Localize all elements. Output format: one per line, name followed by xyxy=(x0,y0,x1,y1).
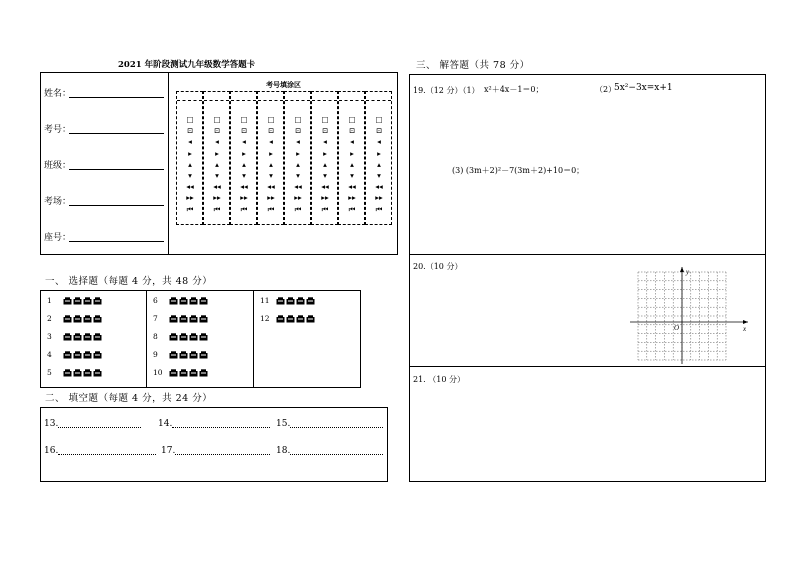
exam-number-bubble[interactable]: ◂ xyxy=(377,137,381,147)
exam-number-bubble[interactable]: □ xyxy=(375,115,383,124)
answer-option-bubble[interactable] xyxy=(179,351,187,359)
choice-row xyxy=(47,314,103,324)
answer-option-bubble[interactable] xyxy=(179,369,187,377)
choice-row xyxy=(153,314,209,324)
choice-row xyxy=(260,296,316,306)
exam-number-write-cell[interactable] xyxy=(231,100,256,101)
question-number: 3 xyxy=(47,332,52,341)
name-label: 姓名： xyxy=(44,89,72,99)
answer-option-bubble[interactable] xyxy=(306,297,314,305)
exam-number-bubble[interactable]: ▾ xyxy=(350,171,354,180)
exam-room-field[interactable] xyxy=(69,205,164,206)
exam-number-bubble[interactable]: ▴ xyxy=(242,159,246,169)
blank-13-label: 13. xyxy=(44,419,59,429)
exam-number-write-cell[interactable] xyxy=(366,100,391,101)
student-info-box xyxy=(40,72,398,255)
answer-option-bubble[interactable] xyxy=(199,315,207,323)
seat-field[interactable] xyxy=(69,241,164,242)
blank-17-label: 17. xyxy=(161,446,176,456)
question-number: 2 xyxy=(47,314,52,323)
answer-option-bubble[interactable] xyxy=(276,297,284,305)
exam-number-bubble[interactable]: ▸▸ xyxy=(375,193,383,203)
exam-number-bubble[interactable]: ▸ xyxy=(188,148,192,158)
exam-number-bubble[interactable]: ▾ xyxy=(296,171,300,180)
answer-option-bubble[interactable] xyxy=(73,315,81,323)
exam-number-bubble[interactable]: ⊡ xyxy=(267,126,275,136)
question-number: 8 xyxy=(153,332,158,341)
exam-number-write-cell[interactable] xyxy=(312,100,337,101)
exam-number-bubble[interactable]: ⊡ xyxy=(375,126,383,136)
info-divider xyxy=(168,73,169,254)
exam-number-bubble[interactable]: ▴ xyxy=(215,159,219,169)
blank-15-label: 15. xyxy=(276,419,291,429)
card-title: 2021 年阶段测试九年级数学答题卡 xyxy=(118,60,256,70)
answer-option-bubble[interactable] xyxy=(179,297,187,305)
blank-17[interactable] xyxy=(175,454,270,455)
exam-id-field[interactable] xyxy=(69,133,164,134)
origin-label: O xyxy=(674,324,680,332)
exam-number-write-cell[interactable] xyxy=(285,100,310,101)
answer-option-bubble[interactable] xyxy=(93,333,101,341)
q19-part3: (3) (3m＋2)²－7(3m＋2)+10＝0； xyxy=(452,166,585,175)
exam-number-bubble[interactable]: ◂ xyxy=(242,137,246,147)
exam-number-bubble[interactable]: □ xyxy=(213,115,221,124)
answer-option-bubble[interactable] xyxy=(169,315,177,323)
exam-number-column xyxy=(230,91,257,225)
question-number: 1 xyxy=(47,296,52,305)
choice-box xyxy=(40,290,361,388)
exam-number-bubble[interactable]: ◂◂ xyxy=(186,182,194,192)
section2-heading: 二、 填空题（每题 4 分，共 24 分） xyxy=(45,393,213,404)
exam-number-bubble[interactable]: ▾ xyxy=(377,171,381,180)
answer-option-bubble[interactable] xyxy=(199,297,207,305)
question-number: 5 xyxy=(47,368,52,377)
exam-number-bubble[interactable]: ▸ xyxy=(242,148,246,158)
exam-number-bubble[interactable]: □ xyxy=(321,115,329,124)
answer-option-bubble[interactable] xyxy=(199,351,207,359)
exam-number-bubble[interactable]: □ xyxy=(267,115,275,124)
blank-18-label: 18. xyxy=(276,446,291,456)
answer-option-bubble[interactable] xyxy=(73,369,81,377)
answer-option-bubble[interactable] xyxy=(199,333,207,341)
exam-number-bubble[interactable]: ⏮ xyxy=(294,204,302,214)
exam-number-bubble[interactable]: ▸▸ xyxy=(186,193,194,203)
question-number: 11 xyxy=(260,296,270,305)
answer-option-bubble[interactable] xyxy=(63,351,71,359)
exam-number-bubble[interactable]: ⊡ xyxy=(321,126,329,136)
exam-number-bubble[interactable]: □ xyxy=(186,115,194,124)
answer-option-bubble[interactable] xyxy=(63,297,71,305)
q21-header: 21. （10 分） xyxy=(413,375,465,384)
q19-eq2: 5x²−3x=x+1 xyxy=(614,83,673,93)
answer-option-bubble[interactable] xyxy=(63,333,71,341)
exam-number-bubble[interactable]: □ xyxy=(240,115,248,124)
choice-row xyxy=(260,314,316,324)
exam-number-column xyxy=(203,91,230,225)
exam-number-bubble[interactable]: ▸▸ xyxy=(267,193,275,203)
answer-option-bubble[interactable] xyxy=(169,297,177,305)
exam-number-bubble[interactable]: ▾ xyxy=(215,171,219,180)
answer-option-bubble[interactable] xyxy=(189,369,197,377)
exam-number-bubble[interactable]: ▾ xyxy=(323,171,327,180)
exam-number-bubble[interactable]: ▸ xyxy=(323,148,327,158)
blank-15[interactable] xyxy=(290,427,383,428)
exam-number-bubble[interactable]: ▴ xyxy=(377,159,381,169)
exam-number-bubble[interactable]: ◂ xyxy=(296,137,300,147)
exam-number-bubble[interactable]: ◂◂ xyxy=(294,182,302,192)
exam-number-bubble[interactable]: ▾ xyxy=(269,171,273,180)
question-number: 7 xyxy=(153,314,158,323)
exam-number-bubble[interactable]: ◂◂ xyxy=(321,182,329,192)
exam-number-bubble[interactable]: ▸ xyxy=(377,148,381,158)
blank-13[interactable] xyxy=(58,427,141,428)
exam-number-bubble[interactable]: ▸ xyxy=(269,148,273,158)
q20-header: 20.（10 分） xyxy=(413,262,463,271)
answer-option-bubble[interactable] xyxy=(276,315,284,323)
choice-row xyxy=(47,332,103,342)
exam-number-column xyxy=(176,91,203,225)
exam-number-column xyxy=(338,91,365,225)
exam-number-column xyxy=(311,91,338,225)
exam-number-bubble[interactable]: ⏮ xyxy=(186,204,194,214)
answer-option-bubble[interactable] xyxy=(169,369,177,377)
choice-row xyxy=(153,332,209,342)
answer-option-bubble[interactable] xyxy=(189,315,197,323)
answer-option-bubble[interactable] xyxy=(169,333,177,341)
answer-option-bubble[interactable] xyxy=(93,297,101,305)
answer-option-bubble[interactable] xyxy=(179,315,187,323)
y-axis-label: y xyxy=(686,268,690,276)
q19-part2-label: （2） xyxy=(595,85,617,94)
exam-number-bubble[interactable]: ⊡ xyxy=(348,126,356,136)
exam-number-bubble[interactable]: ▴ xyxy=(296,159,300,169)
answer-option-bubble[interactable] xyxy=(83,297,91,305)
answer-option-bubble[interactable] xyxy=(63,369,71,377)
exam-number-bubble[interactable]: ▴ xyxy=(188,159,192,169)
exam-number-bubble[interactable]: ◂◂ xyxy=(240,182,248,192)
blank-18[interactable] xyxy=(290,454,383,455)
exam-room-label: 考场： xyxy=(44,197,72,207)
answer-option-bubble[interactable] xyxy=(286,315,294,323)
exam-number-bubble[interactable]: ⏮ xyxy=(321,204,329,214)
exam-number-bubble[interactable]: ▸▸ xyxy=(348,193,356,203)
answer-option-bubble[interactable] xyxy=(63,315,71,323)
exam-number-bubble[interactable]: ⊡ xyxy=(240,126,248,136)
exam-number-bubble[interactable]: ▴ xyxy=(323,159,327,169)
exam-number-column xyxy=(365,91,392,225)
exam-number-bubble[interactable]: □ xyxy=(294,115,302,124)
x-axis-label: x xyxy=(743,325,747,333)
exam-number-bubble[interactable]: ◂ xyxy=(350,137,354,147)
exam-number-write-cell[interactable] xyxy=(204,100,229,101)
exam-number-column xyxy=(284,91,311,225)
answer-option-bubble[interactable] xyxy=(73,351,81,359)
blank-14[interactable] xyxy=(172,427,270,428)
answer-option-bubble[interactable] xyxy=(286,297,294,305)
exam-number-bubble[interactable]: ▸ xyxy=(215,148,219,158)
exam-number-bubble[interactable]: ◂◂ xyxy=(348,182,356,192)
coordinate-grid[interactable] xyxy=(630,267,750,365)
exam-id-label: 考号： xyxy=(44,125,72,135)
exam-number-bubble[interactable]: ▸▸ xyxy=(240,193,248,203)
choice-row xyxy=(47,296,103,306)
choice-row xyxy=(153,296,209,306)
exam-number-bubble-grid xyxy=(176,91,392,225)
section1-heading: 一、 选择题（每题 4 分，共 48 分） xyxy=(45,276,213,287)
blank-14-label: 14. xyxy=(158,419,173,429)
exam-number-bubble[interactable]: ▴ xyxy=(350,159,354,169)
exam-number-bubble[interactable]: ⏮ xyxy=(348,204,356,214)
blank-16-label: 16. xyxy=(44,446,59,456)
exam-number-bubble[interactable]: ◂◂ xyxy=(213,182,221,192)
exam-number-bubble[interactable]: ▾ xyxy=(242,171,246,180)
answer-option-bubble[interactable] xyxy=(179,333,187,341)
y-axis-arrow-icon xyxy=(680,267,684,272)
answer-option-bubble[interactable] xyxy=(93,351,101,359)
q19-header: 19.（12 分）（1） xyxy=(413,86,480,95)
question-number: 12 xyxy=(260,314,270,323)
exam-number-write-cell[interactable] xyxy=(258,100,283,101)
q20-box xyxy=(409,254,766,367)
exam-number-column xyxy=(257,91,284,225)
x-axis-arrow-icon xyxy=(743,320,748,324)
choice-divider-1 xyxy=(146,291,147,387)
exam-number-bubble[interactable]: ⏮ xyxy=(240,204,248,214)
answer-option-bubble[interactable] xyxy=(83,333,91,341)
blank-16[interactable] xyxy=(58,454,156,455)
exam-number-bubble[interactable]: ▴ xyxy=(269,159,273,169)
answer-option-bubble[interactable] xyxy=(73,333,81,341)
exam-number-bubble[interactable]: ▸▸ xyxy=(321,193,329,203)
choice-divider-2 xyxy=(253,291,254,387)
exam-number-bubble[interactable]: ▸ xyxy=(296,148,300,158)
exam-number-bubble[interactable]: □ xyxy=(348,115,356,124)
answer-option-bubble[interactable] xyxy=(189,297,197,305)
question-number: 9 xyxy=(153,350,158,359)
fill-box xyxy=(40,407,388,482)
section3-heading: 三、 解答题（共 78 分） xyxy=(416,60,530,71)
answer-option-bubble[interactable] xyxy=(199,369,207,377)
exam-number-bubble[interactable]: ◂ xyxy=(188,137,192,147)
choice-row xyxy=(153,368,209,378)
exam-number-bubble[interactable]: ▾ xyxy=(188,171,192,180)
exam-number-write-cell[interactable] xyxy=(339,100,364,101)
exam-number-area-label: 考号填涂区 xyxy=(266,80,301,89)
exam-number-bubble[interactable]: ⏮ xyxy=(267,204,275,214)
exam-number-write-cell[interactable] xyxy=(177,100,202,101)
exam-number-bubble[interactable]: ▸ xyxy=(350,148,354,158)
exam-number-bubble[interactable]: ⊡ xyxy=(294,126,302,136)
exam-number-bubble[interactable]: ⏮ xyxy=(213,204,221,214)
question-number: 4 xyxy=(47,350,52,359)
exam-number-bubble[interactable]: ◂◂ xyxy=(375,182,383,192)
exam-number-bubble[interactable]: ▸▸ xyxy=(213,193,221,203)
exam-number-bubble[interactable]: ◂ xyxy=(269,137,273,147)
answer-option-bubble[interactable] xyxy=(83,351,91,359)
exam-number-bubble[interactable]: ⊡ xyxy=(213,126,221,136)
exam-number-bubble[interactable]: ◂◂ xyxy=(267,182,275,192)
answer-option-bubble[interactable] xyxy=(306,315,314,323)
choice-row xyxy=(153,350,209,360)
answer-option-bubble[interactable] xyxy=(189,351,197,359)
class-field[interactable] xyxy=(69,169,164,170)
answer-option-bubble[interactable] xyxy=(83,369,91,377)
answer-option-bubble[interactable] xyxy=(296,315,304,323)
q21-box xyxy=(409,366,766,482)
name-field[interactable] xyxy=(69,97,164,98)
class-label: 班级： xyxy=(44,161,72,171)
answer-option-bubble[interactable] xyxy=(169,351,177,359)
choice-row xyxy=(47,368,103,378)
answer-option-bubble[interactable] xyxy=(296,297,304,305)
exam-number-bubble[interactable]: ▸▸ xyxy=(294,193,302,203)
answer-option-bubble[interactable] xyxy=(93,315,101,323)
answer-option-bubble[interactable] xyxy=(83,315,91,323)
exam-number-bubble[interactable]: ◂ xyxy=(323,137,327,147)
question-number: 6 xyxy=(153,296,158,305)
answer-option-bubble[interactable] xyxy=(189,333,197,341)
seat-label: 座号： xyxy=(44,233,72,243)
exam-number-bubble[interactable]: ⊡ xyxy=(186,126,194,136)
question-number: 10 xyxy=(153,368,163,377)
exam-number-bubble[interactable]: ⏮ xyxy=(375,204,383,214)
q19-eq1: x²＋4x－1＝0； xyxy=(484,85,544,94)
answer-option-bubble[interactable] xyxy=(93,369,101,377)
answer-option-bubble[interactable] xyxy=(73,297,81,305)
q19-box xyxy=(409,74,766,255)
choice-row xyxy=(47,350,103,360)
exam-number-bubble[interactable]: ◂ xyxy=(215,137,219,147)
